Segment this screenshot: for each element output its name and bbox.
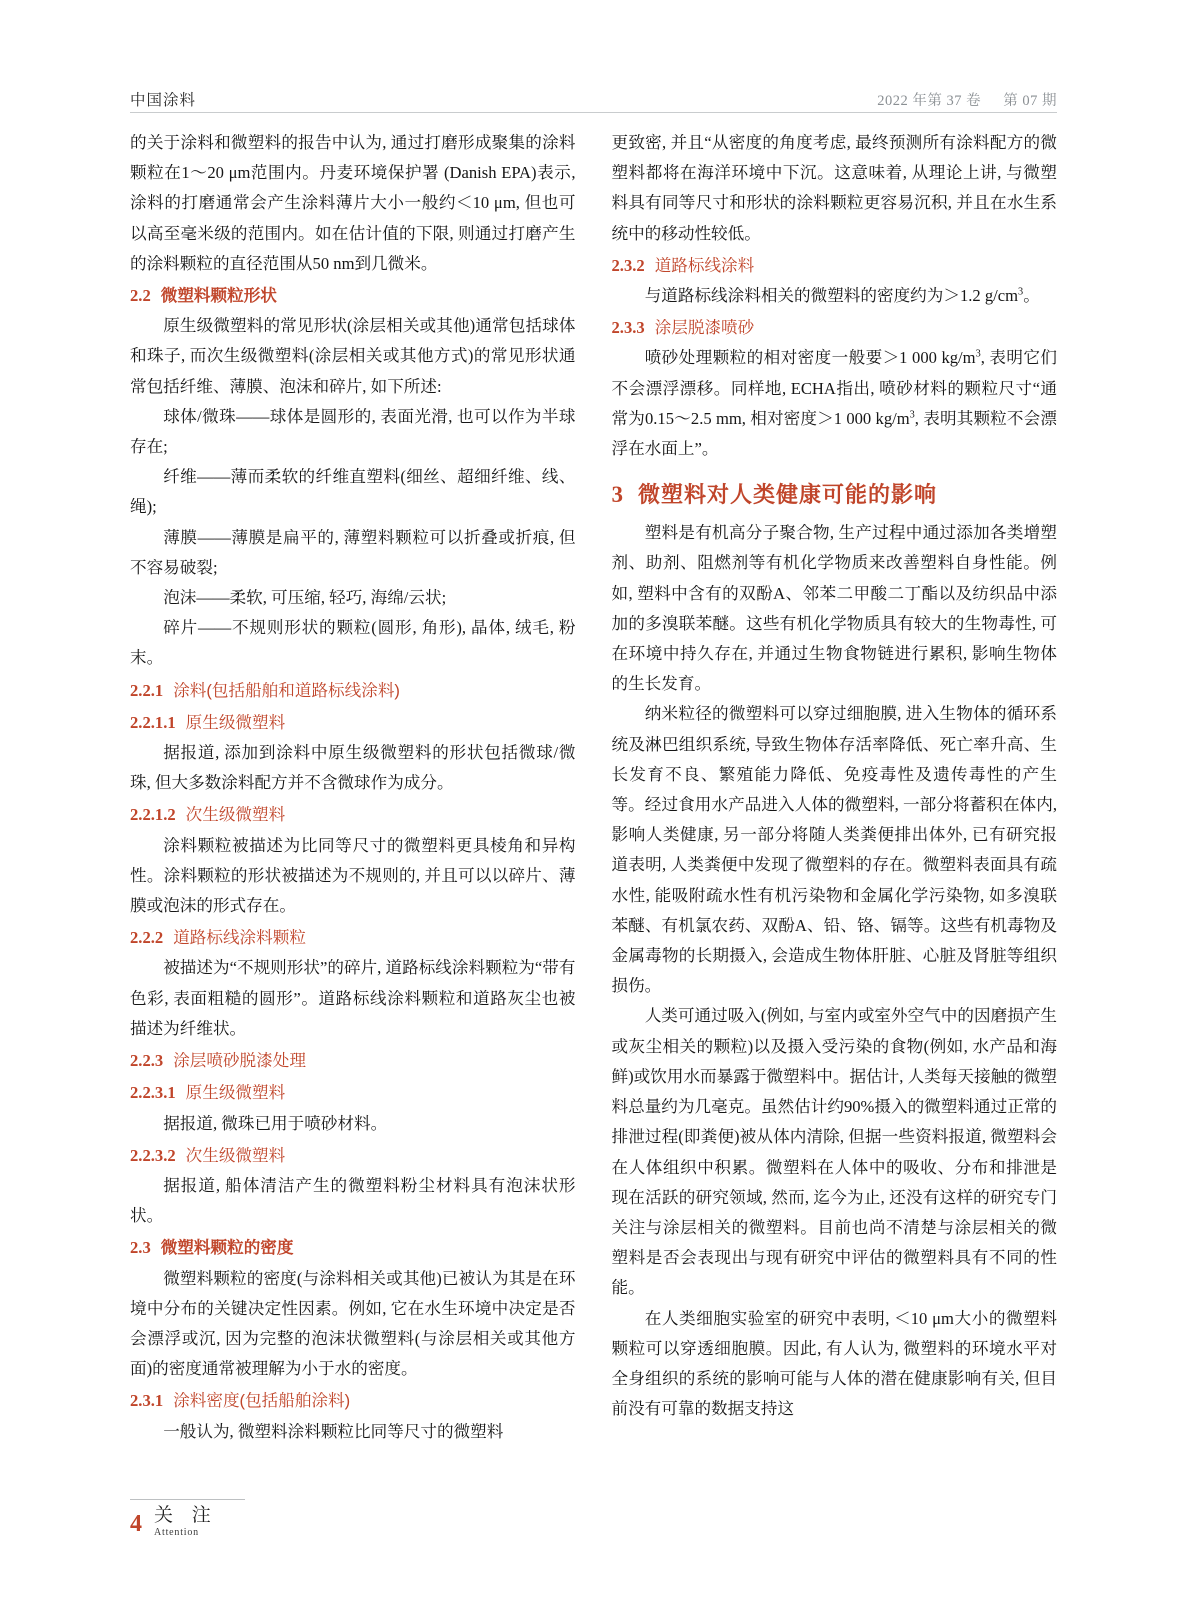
paragraph: 薄膜——薄膜是扁平的, 薄塑料颗粒可以折叠或折痕, 但不容易破裂; <box>130 527 576 577</box>
paragraph: 被描述为“不规则形状”的碎片, 道路标线涂料颗粒为“带有色彩, 表面粗糙的圆形”。道路标线涂料颗粒和道路灰尘也被描述为纤维状。 <box>130 958 576 1038</box>
heading-2-2 <box>130 281 576 311</box>
heading-number: 2.2 <box>130 286 151 306</box>
paragraph: 人类可通过吸入(例如, 与室内或室外空气中的因磨损产生或灰尘相关的颗粒)以及摄入受污染的食物(例如, 水产品和海鲜)或饮用水而暴露于微塑料中。据估计, 人类每天接触的微塑料总量约为几毫克。虽然估计约90%摄入的微塑料通过正常的排泄过程(即粪便)被从体内清除, 但据一些资料报道, 微塑料会在人体组织中积累。微塑料在人体中的吸收、分布和排泄是现在活跃的研究领域, 然而, 迄今为止, 还没有这样的研究专门关注与涂层相关的微塑料。目前也尚不清楚与涂层相关的微塑料是否会表现出与现有研究中评估的微塑料具有不同的性能。 <box>611 1006 1057 1298</box>
heading-text: 涂料(包括船舶和道路标线涂料) <box>173 680 400 700</box>
page-header <box>130 80 1057 110</box>
paragraph: 涂料颗粒被描述为比同等尺寸的微塑料更具棱角和异构性。涂料颗粒的形状被描述为不规则的, 并且可以以碎片、薄膜或泡沫的形式存在。 <box>130 835 576 916</box>
heading-text: 微塑料颗粒的密度 <box>160 1238 294 1258</box>
heading-text: 涂料密度(包括船舶涂料) <box>173 1391 351 1411</box>
heading-2-2-1-1 <box>130 708 576 738</box>
paragraph: 的关于涂料和微塑料的报告中认为, 通过打磨形成聚集的涂料颗粒在1～20 μm范围内。丹麦环境保护署 (Danish EPA)表示, 涂料的打磨通常会产生涂料薄片大小一般约＜10 μm, 但也可以高至毫米级的范围内。如在估计值的下限, 则通过打磨产生的涂料颗粒的直径范围从50 nm到几微米。 <box>130 133 576 273</box>
heading-2-2-3-2 <box>130 1141 576 1171</box>
paragraph: 原生级微塑料的常见形状(涂层相关或其他)通常包括球体和珠子, 而次生级微塑料(涂层相关或其他方式)的常见形状通常包括纤维、薄膜、泡沫和碎片, 如下所述: <box>130 316 576 396</box>
heading-number: 2.3 <box>130 1238 151 1258</box>
heading-2-2-1 <box>130 676 576 706</box>
paragraph: 泡沫——柔软, 可压缩, 轻巧, 海绵/云状; <box>163 588 447 608</box>
body-columns <box>130 128 1057 1480</box>
issue-info <box>877 89 1057 110</box>
heading-2-3 <box>130 1233 576 1263</box>
heading-text: 微塑料对人类健康可能的影响 <box>638 482 938 508</box>
heading-2-2-2 <box>130 923 576 953</box>
paragraph: 纳米粒径的微塑料可以穿过细胞膜, 进入生物体的循环系统及淋巴组织系统, 导致生物体存活率降低、死亡率升高、生长发育不良、繁殖能力降低、免疫毒性及遗传毒性的产生等。经过食用水产品进入人体的微塑料, 一部分将蓄积在体内, 影响人类健康, 另一部分将随人类粪便排出体外, 已有研究报道表明, 人类粪便中发现了微塑料的存在。微塑料表面具有疏水性, 能吸附疏水性有机污染物和金属化学污染物, 如多溴联苯醚、有机氯农药、双酚A、铅、铬、镉等。这些有机毒物及金属毒物的长期摄入, 会造成生物体肝脏、心脏及肾脏等组织损伤。 <box>611 704 1057 996</box>
heading-number: 2.2.1.2 <box>130 805 176 825</box>
heading-text: 次生级微塑料 <box>185 1145 286 1165</box>
paragraph-part: , 表明其颗粒不会漂浮在水面上”。 <box>611 408 1057 459</box>
heading-number: 2.3.2 <box>611 255 645 275</box>
right-column <box>612 128 1058 1480</box>
heading-text: 道路标线涂料 <box>654 255 755 275</box>
volume-label: 2022 年第 37 卷 <box>877 93 982 109</box>
paragraph: 更致密, 并且“从密度的角度考虑, 最终预测所有涂料配方的微塑料都将在海洋环境中下沉。这意味着, 从理论上讲, 与微塑料具有同等尺寸和形状的涂料颗粒更容易沉积, 并且在水生系统中的移动性较低。 <box>611 133 1057 243</box>
paragraph-part: 与道路标线涂料相关的微塑料的密度约为＞1.2 g/cm <box>644 286 1019 306</box>
heading-2-3-2 <box>612 251 1058 281</box>
page-number: 4 <box>130 1511 142 1537</box>
superscript: 3 <box>909 409 915 421</box>
paragraph: 据报道, 微珠已用于喷砂材料。 <box>163 1113 388 1133</box>
heading-text: 微塑料颗粒形状 <box>160 286 277 306</box>
section-label-en: Attention <box>154 1526 199 1538</box>
paragraph-part: 。 <box>1023 286 1040 306</box>
heading-number: 2.2.3.2 <box>130 1145 176 1165</box>
heading-text: 原生级微塑料 <box>185 712 286 732</box>
paragraph <box>612 281 1058 311</box>
heading-number: 2.2.3.1 <box>130 1083 176 1103</box>
paragraph: 碎片——不规则形状的颗粒(圆形, 角形), 晶体, 绒毛, 粉末。 <box>130 618 576 668</box>
paragraph-part: , 表明它们不会漂浮漂移。同样地, ECHA指出, 喷砂材料的颗粒尺寸“通常为0.15～2.5 mm, 相对密度＞1 000 kg/m <box>611 348 1057 428</box>
heading-text: 次生级微塑料 <box>185 805 286 825</box>
heading-text: 原生级微塑料 <box>185 1083 286 1103</box>
footer-divider <box>130 1499 245 1500</box>
paragraph: 塑料是有机高分子聚合物, 生产过程中通过添加各类增塑剂、助剂、阻燃剂等有机化学物质来改善塑料自身性能。例如, 塑料中含有的双酚A、邻苯二甲酸二丁酯以及纺织品中添加的多溴联苯醚。这些有机化学物质具有较大的生物毒性, 可在环境中持久存在, 并通过生物食物链进行累积, 影响生物体的生长发育。 <box>611 523 1057 694</box>
paragraph: 据报道, 船体清洁产生的微塑料粉尘材料具有泡沫状形状。 <box>130 1175 576 1226</box>
heading-number: 3 <box>611 482 624 508</box>
page-footer <box>130 1506 218 1538</box>
paragraph: 微塑料颗粒的密度(与涂料相关或其他)已被认为其是在环境中分布的关键决定性因素。例如, 它在水生环境中决定是否会漂浮或沉, 因为完整的泡沫状微塑料(与涂层相关或其他方面)的密度通常被理解为小于水的密度。 <box>130 1268 576 1379</box>
heading-number: 2.2.1.1 <box>130 712 176 732</box>
heading-number: 2.3.3 <box>611 318 645 338</box>
heading-text: 道路标线涂料颗粒 <box>173 928 306 948</box>
heading-2-3-1 <box>130 1386 576 1416</box>
heading-text: 涂层喷砂脱漆处理 <box>173 1051 306 1071</box>
paragraph <box>612 343 1058 464</box>
left-column <box>130 128 576 1480</box>
issue-label: 第 07 期 <box>1003 93 1057 109</box>
superscript: 3 <box>975 348 981 360</box>
paragraph: 纤维——薄而柔软的纤维直塑料(细丝、超细纤维、线、绳); <box>130 467 576 517</box>
heading-number: 2.2.2 <box>130 928 164 948</box>
paragraph: 在人类细胞实验室的研究中表明, ＜10 μm大小的微塑料颗粒可以穿透细胞膜。因此, 有人认为, 微塑料的环境水平对全身组织的系统的影响可能与人体的潜在健康影响有关, 但目前没有可靠的数据支持这 <box>611 1308 1057 1419</box>
heading-section-3 <box>612 476 1058 514</box>
paragraph: 一般认为, 微塑料涂料颗粒比同等尺寸的微塑料 <box>163 1421 504 1441</box>
heading-2-2-3 <box>130 1046 576 1076</box>
heading-number: 2.2.1 <box>130 680 164 700</box>
section-label-cn: 关 注 <box>154 1504 218 1526</box>
heading-text: 涂层脱漆喷砂 <box>654 318 755 338</box>
section-label <box>154 1506 218 1538</box>
heading-2-2-1-2 <box>130 800 576 830</box>
heading-2-3-3 <box>612 313 1058 343</box>
heading-number: 2.2.3 <box>130 1051 164 1071</box>
heading-2-2-3-1 <box>130 1078 576 1108</box>
paragraph: 据报道, 添加到涂料中原生级微塑料的形状包括微球/微珠, 但大多数涂料配方并不含微球作为成分。 <box>130 743 576 793</box>
header-divider <box>130 112 1057 113</box>
journal-title: 中国涂料 <box>130 92 197 109</box>
superscript: 3 <box>1018 286 1024 298</box>
paragraph: 球体/微珠——球体是圆形的, 表面光滑, 也可以作为半球存在; <box>130 406 576 457</box>
paragraph-part: 喷砂处理颗粒的相对密度一般要＞1 000 kg/m <box>644 348 976 368</box>
heading-number: 2.3.1 <box>130 1391 164 1411</box>
